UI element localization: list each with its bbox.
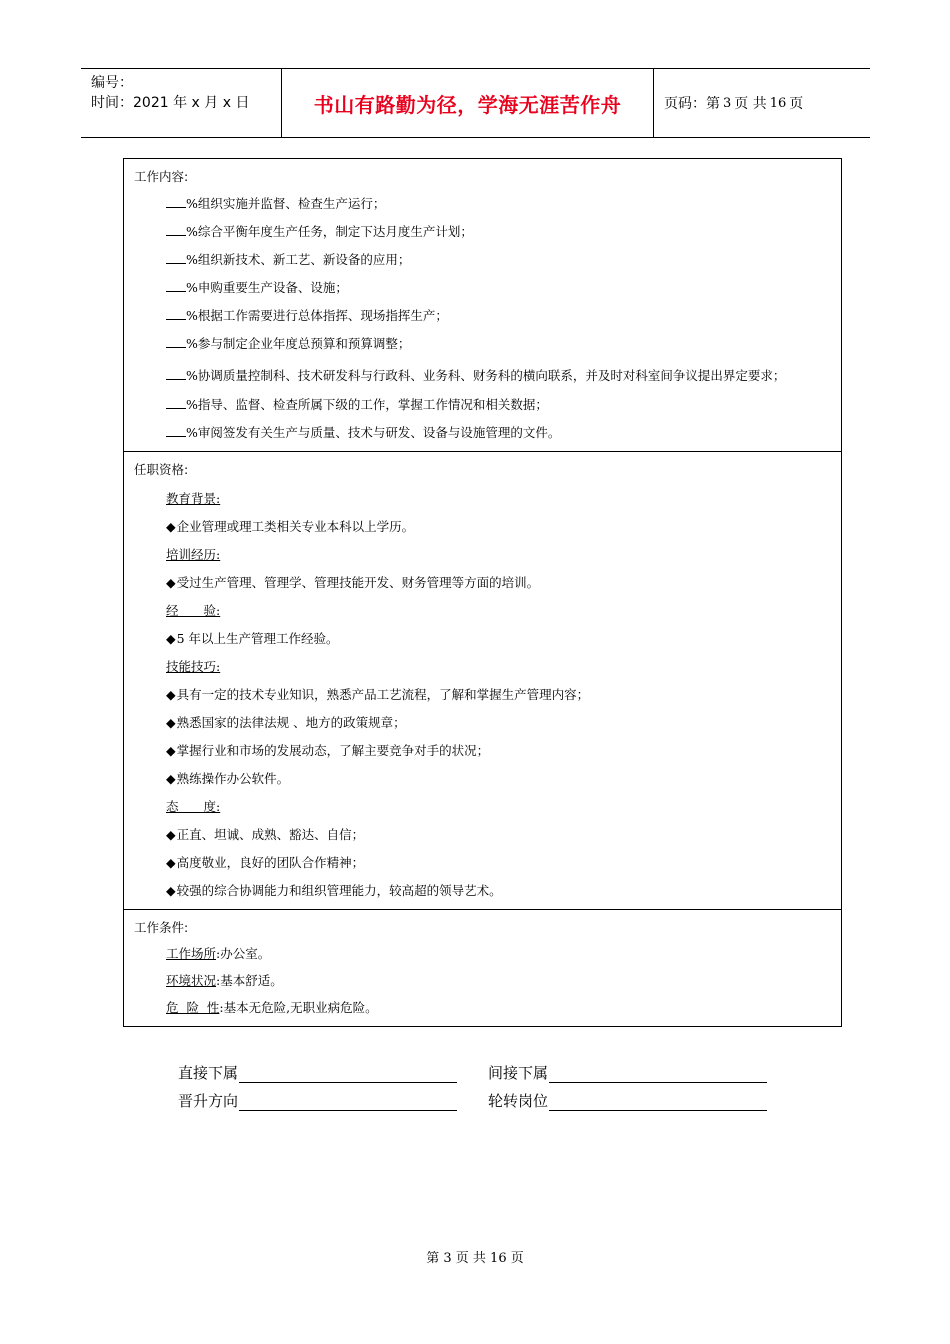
skills-item: ◆掌握行业和市场的发展动态，了解主要竞争对手的状况；	[166, 743, 490, 758]
indirect-subordinate-blank[interactable]	[549, 1066, 767, 1083]
percent-blank	[166, 396, 186, 409]
condition-place: 工作场所:办公室。	[166, 946, 271, 961]
attitude-item: ◆高度敬业，良好的团队合作精神；	[166, 855, 365, 870]
diamond-bullet-icon: ◆	[166, 827, 176, 842]
skills-item: ◆熟练操作办公软件。	[166, 771, 290, 786]
document-number-label: 编号：	[91, 75, 133, 91]
header-page-indicator: 页码：第 3 页 共 16 页	[664, 95, 804, 112]
diamond-bullet-icon: ◆	[166, 771, 176, 786]
qualifications-section	[124, 452, 841, 910]
percent-blank	[166, 223, 186, 236]
indirect-subordinate-field: 间接下属	[488, 1062, 798, 1083]
experience-item: ◆5 年以上生产管理工作经验。	[166, 631, 339, 646]
page-current: 3	[723, 95, 732, 111]
skills-label: 技能技巧:	[166, 659, 221, 674]
education-label: 教育背景:	[166, 491, 221, 506]
attitude-label: 态 度:	[166, 799, 221, 814]
condition-risk: 危 险 性:基本无危险,无职业病危险。	[166, 1000, 378, 1015]
work-content-title: 工作内容:	[134, 169, 189, 184]
diamond-bullet-icon: ◆	[166, 855, 176, 870]
skills-item: ◆具有一定的技术专业知识，熟悉产品工艺流程，了解和掌握生产管理内容；	[166, 687, 590, 702]
diamond-bullet-icon: ◆	[166, 631, 176, 646]
direct-subordinate-blank[interactable]	[239, 1066, 457, 1083]
diamond-bullet-icon: ◆	[166, 743, 176, 758]
promotion-blank[interactable]	[239, 1094, 457, 1111]
conditions-title: 工作条件:	[134, 920, 189, 935]
percent-blank	[166, 367, 186, 380]
skills-item: ◆熟悉国家的法律法规 、地方的政策规章；	[166, 715, 406, 730]
header-motto: 书山有路勤为径，学海无涯苦作舟	[282, 69, 654, 137]
qualifications-title: 任职资格:	[134, 462, 189, 477]
conditions-section	[124, 910, 841, 1026]
work-item: %协调质量控制科、技术研发科与行政科、业务科、财务科的横向联系，并及时对科室间争议提出界定要求；	[134, 363, 831, 388]
experience-label: 经 验:	[166, 603, 221, 618]
work-item: %综合平衡年度生产任务，制定下达月度生产计划；	[166, 223, 831, 240]
percent-blank	[166, 251, 186, 264]
diamond-bullet-icon: ◆	[166, 715, 176, 730]
training-label: 培训经历:	[166, 547, 221, 562]
condition-environment: 环境状况:基本舒适。	[166, 973, 283, 988]
work-item: %根据工作需要进行总体指挥、现场指挥生产；	[166, 307, 831, 324]
work-item: %指导、监督、检查所属下级的工作，掌握工作情况和相关数据；	[166, 396, 831, 413]
work-item: %审阅签发有关生产与质量、技术与研发、设备与设施管理的文件。	[166, 424, 831, 441]
percent-blank	[166, 195, 186, 208]
direct-subordinate-field: 直接下属	[178, 1062, 488, 1083]
rotation-field: 轮转岗位	[488, 1090, 798, 1111]
diamond-bullet-icon: ◆	[166, 687, 176, 702]
job-description-table	[123, 158, 842, 1027]
work-content-section	[124, 159, 841, 452]
relationship-fields	[178, 1055, 798, 1111]
training-item: ◆受过生产管理、管理学、管理技能开发、财务管理等方面的培训。	[166, 575, 540, 590]
percent-blank	[166, 424, 186, 437]
promotion-field: 晋升方向	[178, 1090, 488, 1111]
document-date: 时间：2021 年 x 月 x 日	[91, 95, 250, 111]
work-item: %申购重要生产设备、设施；	[166, 279, 831, 296]
diamond-bullet-icon: ◆	[166, 883, 176, 898]
rotation-blank[interactable]	[549, 1094, 767, 1111]
work-item: %组织实施并监督、检查生产运行；	[166, 195, 831, 212]
page-total: 16	[769, 95, 787, 111]
education-item: ◆企业管理或理工类相关专业本科以上学历。	[166, 519, 415, 534]
work-item: %参与制定企业年度总预算和预算调整；	[166, 335, 831, 352]
percent-blank	[166, 279, 186, 292]
percent-blank	[166, 307, 186, 320]
page-header	[81, 68, 870, 138]
work-item: %组织新技术、新工艺、新设备的应用；	[166, 251, 831, 268]
percent-blank	[166, 335, 186, 348]
attitude-item: ◆较强的综合协调能力和组织管理能力，较高超的领导艺术。	[166, 883, 502, 898]
diamond-bullet-icon: ◆	[166, 575, 176, 590]
header-meta	[81, 69, 282, 137]
diamond-bullet-icon: ◆	[166, 519, 176, 534]
page-footer: 第 3 页 共 16 页	[426, 1251, 524, 1266]
attitude-item: ◆正直、坦诚、成熟、豁达、自信；	[166, 827, 365, 842]
